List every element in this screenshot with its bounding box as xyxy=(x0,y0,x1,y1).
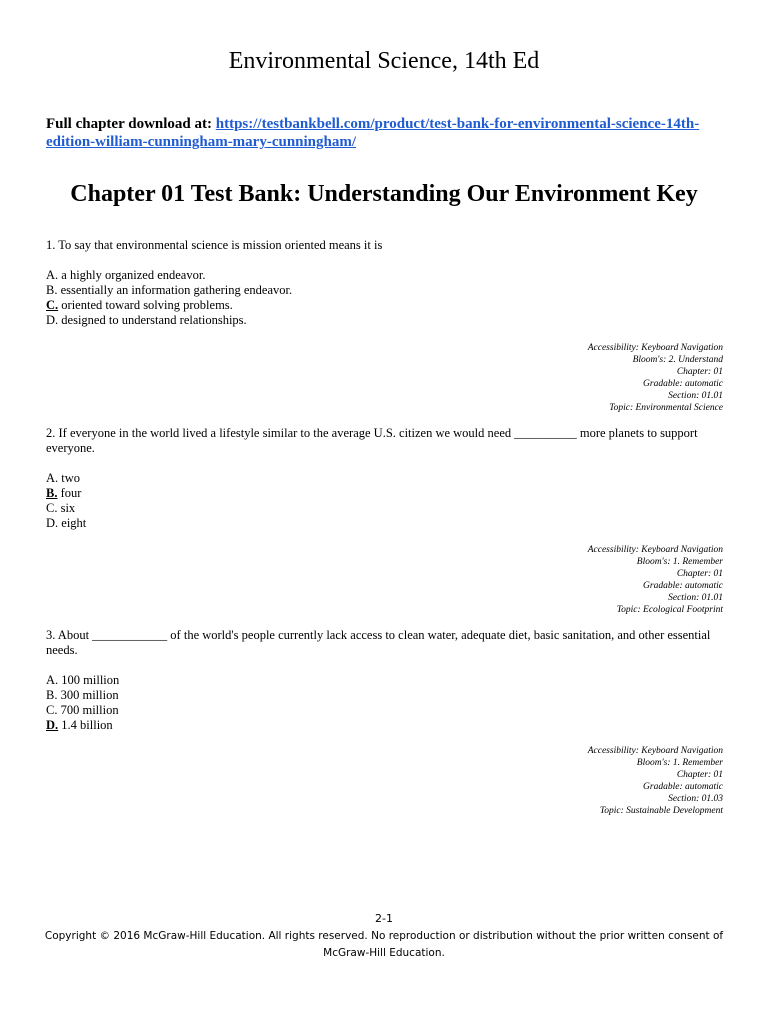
option-text: essentially an information gathering endeavor. xyxy=(57,283,293,297)
option-letter: B. xyxy=(46,688,58,702)
meta-gradable: Gradable: automatic xyxy=(643,581,723,591)
meta-chapter: Chapter: 01 xyxy=(676,569,723,579)
question-stem: 2. If everyone in the world lived a lifestyle similar to the average U.S. citizen we would need __________ more planets to support everyone. xyxy=(46,426,698,455)
option-letter: B. xyxy=(46,283,58,297)
meta-accessibility: Accessibility: Keyboard Navigation xyxy=(587,545,723,555)
correct-option-letter: C. xyxy=(46,298,59,312)
meta-blooms: Bloom's: 2. Understand xyxy=(632,355,723,365)
question-2-metadata xyxy=(588,544,723,616)
option-letter: C. xyxy=(46,703,58,717)
option-text: 300 million xyxy=(57,688,119,702)
meta-gradable: Gradable: automatic xyxy=(643,379,723,389)
option-text: designed to understand relationships. xyxy=(58,313,247,327)
meta-accessibility: Accessibility: Keyboard Navigation xyxy=(587,746,723,756)
chapter-title: Chapter 01 Test Bank: Understanding Our Environment Key xyxy=(70,181,698,207)
meta-accessibility: Accessibility: Keyboard Navigation xyxy=(587,343,723,353)
answer-option xyxy=(46,268,726,283)
meta-topic: Topic: Environmental Science xyxy=(609,403,723,413)
option-text: 1.4 billion xyxy=(58,718,113,732)
meta-blooms: Bloom's: 1. Remember xyxy=(636,557,723,567)
meta-blooms: Bloom's: 1. Remember xyxy=(636,758,723,768)
option-text: six xyxy=(57,501,76,515)
download-line xyxy=(46,115,726,151)
option-letter: A. xyxy=(46,268,59,282)
answer-option xyxy=(46,688,726,703)
question-1 xyxy=(46,238,726,328)
question-3 xyxy=(46,628,726,733)
answer-options xyxy=(46,268,726,328)
answer-option xyxy=(46,471,726,486)
answer-option xyxy=(46,283,726,298)
correct-option-letter: B. xyxy=(46,486,58,500)
answer-option xyxy=(46,313,726,328)
option-letter: A. xyxy=(46,471,59,485)
copyright-notice xyxy=(0,928,768,962)
answer-option xyxy=(46,501,726,516)
option-text: four xyxy=(57,486,82,500)
answer-options xyxy=(46,673,726,733)
option-text: a highly organized endeavor. xyxy=(58,268,206,282)
option-text: eight xyxy=(58,516,87,530)
answer-option xyxy=(46,298,726,313)
meta-chapter: Chapter: 01 xyxy=(676,770,723,780)
option-text: oriented toward solving problems. xyxy=(58,298,233,312)
option-letter: C. xyxy=(46,501,58,515)
meta-topic: Topic: Ecological Footprint xyxy=(616,605,723,615)
question-stem: 1. To say that environmental science is mission oriented means it is xyxy=(46,238,383,252)
meta-section: Section: 01.01 xyxy=(668,391,723,401)
question-1-metadata xyxy=(588,342,723,414)
meta-gradable: Gradable: automatic xyxy=(643,782,723,792)
option-text: 100 million xyxy=(58,673,120,687)
meta-topic: Topic: Sustainable Development xyxy=(599,806,723,816)
answer-option xyxy=(46,703,726,718)
meta-section: Section: 01.01 xyxy=(668,593,723,603)
download-label: Full chapter download at: xyxy=(46,116,216,132)
meta-section: Section: 01.03 xyxy=(668,794,723,804)
copyright-line-2: McGraw-Hill Education. xyxy=(323,947,445,959)
answer-option xyxy=(46,486,726,501)
option-letter: D. xyxy=(46,313,59,327)
question-3-metadata xyxy=(588,745,723,817)
option-letter: D. xyxy=(46,516,59,530)
question-stem: 3. About ____________ of the world's people currently lack access to clean water, adequate diet, basic sanitation, and other essential needs. xyxy=(46,628,711,657)
meta-chapter: Chapter: 01 xyxy=(676,367,723,377)
answer-option xyxy=(46,516,726,531)
page-number: 2-1 xyxy=(375,912,393,925)
option-letter: A. xyxy=(46,673,59,687)
question-2 xyxy=(46,426,726,531)
copyright-line-1: Copyright © 2016 McGraw-Hill Education. All rights reserved. No reproduction or distribution without the prior written consent of xyxy=(44,930,724,942)
document-title: Environmental Science, 14th Ed xyxy=(228,48,540,74)
option-text: two xyxy=(58,471,81,485)
correct-option-letter: D. xyxy=(46,718,59,732)
answer-options xyxy=(46,471,726,531)
answer-option xyxy=(46,718,726,733)
option-text: 700 million xyxy=(57,703,119,717)
answer-option xyxy=(46,673,726,688)
download-link[interactable]: https://testbankbell.com/product/test-bank-for-environmental-science-14th-edition-william-cunningham-mary-cunningham/ xyxy=(46,116,700,150)
